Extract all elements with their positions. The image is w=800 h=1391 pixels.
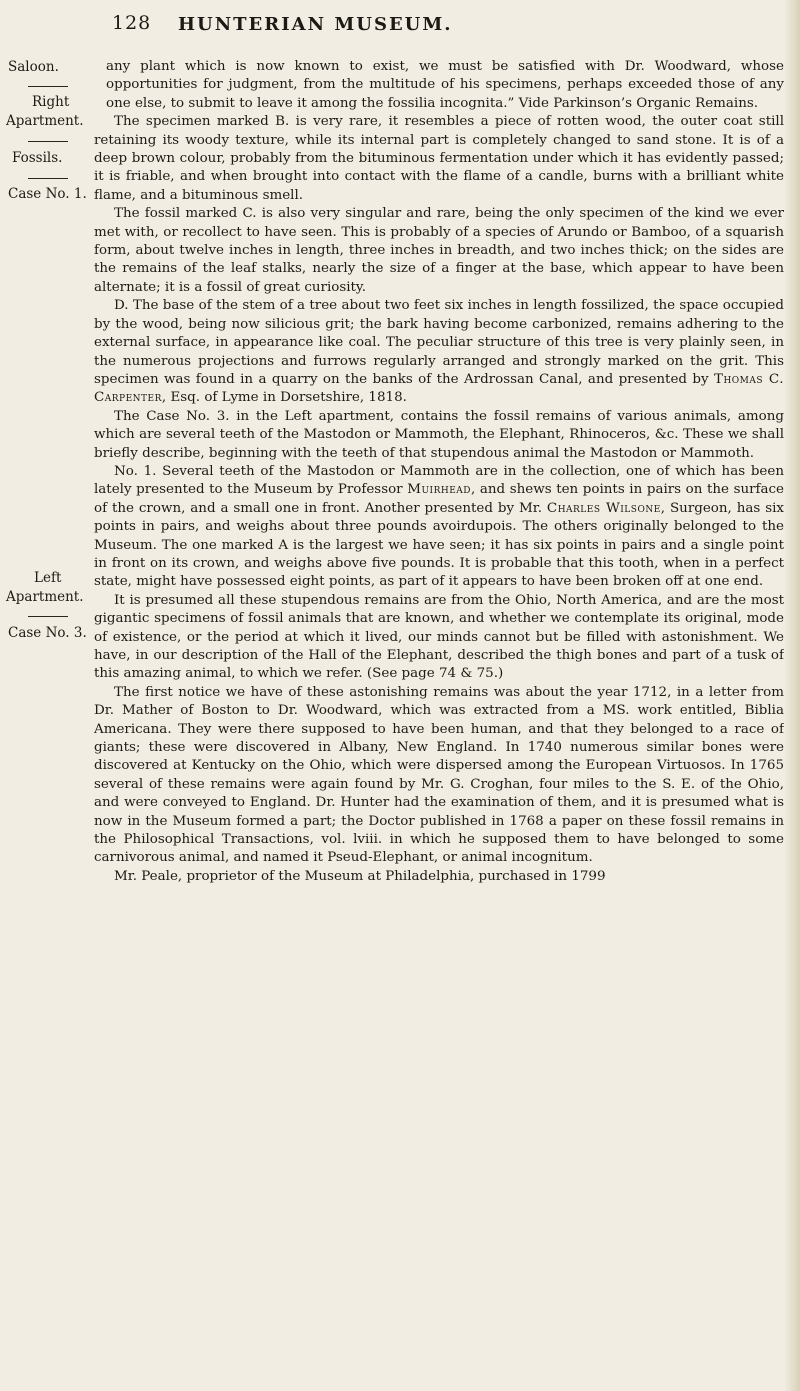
page-header: [0, 0, 800, 50]
paragraph-text: D. The base of the stem of a tree about two feet six inches in length fossilized, the space occupied by the wood, being now silicious grit; the bark having become carbonized, remains adhering to the external surface, in appearance like coal. The peculiar structure of this tree is very plainly seen, in the numerous projections and furrows regularly arranged and strongly marked on the grit. This specimen was found in a quarry on the banks of the Ardrossan Canal, and presented by: [94, 298, 784, 387]
paragraph: The first notice we have of these astonishing remains was about the year 1712, in a letter from Dr. Mather of Boston to Dr. Woodward, which was extracted from a MS. work entitled, Biblia Americana. They were there supposed to have been human, and that they belonged to a race of giants; these were discovered in Albany, New England. In 1740 numerous similar bones were discovered at Kentucky on the Ohio, which were dispersed among the European Virtuosos. In 1765 several of these remains were again found by Mr. G. Croghan, four miles to the S. E. of the Ohio, and were conveyed to England. Dr. Hunter had the examination of them, and it is presumed what is now in the Museum formed a part; the Doctor published in 1768 a paper on these fossil remains in the Philosophical Transactions, vol. lviii. in which he supposed them to have belonged to some carnivorous animal, and named it Pseud-Elephant, or animal incognitum.: [94, 684, 784, 866]
paragraph: The specimen marked B. is very rare, it resembles a piece of rotten wood, the outer coat still retaining its woody texture, while its internal part is completely changed to sand stone. It is of a deep brown colour, probably from the bituminous fermentation under which it has evidently passed; it is friable, and when brought into contact with the flame of a candle, burns with a brilliant white flame, and a bituminous smell.: [94, 114, 784, 203]
paragraph: It is presumed all these stupendous remains are from the Ohio, North America, and are the most gigantic specimens of fossil animals that are known, and whether we contemplate its original, mode of existence, or the period at which it lived, our minds cannot but be filled with astonishment. We have, in our description of the Hall of the Elephant, described the thigh bones and part of a tusk of this amazing animal, to which we refer. (See page 74 & 75.): [94, 592, 784, 682]
margin-note-saloon: Saloon.: [8, 59, 59, 75]
paragraph: [94, 463, 784, 592]
donor-name: Thomas C. Carpenter: [94, 371, 785, 406]
paragraph-text: , Surgeon, has six points in pairs, and weighs about three pounds avoirdupois. The others originally belonged to the Museum. The one marked A is the largest we have seen; it has six points in pairs and a single point in front on its crown, and weighs above five pounds. It is probable that this tooth, when in a perfect state, might have possessed eight points, as part of it appears to have been broken off at one end.: [94, 500, 784, 590]
paragraph: The Case No. 3. in the Left apartment, contains the fossil remains of various animals, among which are several teeth of the Mastodon or Mammoth, the Elephant, Rhinoceros, &c. These we shall briefly describe, beginning with the teeth of that stupendous animal the Mastodon or Mammoth.: [94, 408, 784, 461]
margin-note-apartment-2: Apartment.: [6, 589, 84, 605]
margin-note-left: Left: [34, 570, 62, 586]
paragraph: The fossil marked C. is also very singular and rare, being the only specimen of the kind we ever met with, or recollect to have seen. This is probably of a species of Arundo or Bamboo, of a squarish form, about twelve inches in length, three inches in breadth, and two inches thick; on the sides are the remains of the leaf stalks, nearly the size of a finger at the base, which appear to have been alternate; it is a fossil of great curiosity.: [94, 206, 784, 295]
page-number: 128: [112, 12, 152, 34]
page-edge-shadow: [784, 0, 800, 1391]
margin-rule: [28, 141, 68, 142]
margin-note-case-3: Case No. 3.: [8, 625, 87, 641]
paragraph: Mr. Peale, proprietor of the Museum at Philadelphia, purchased in 1799: [114, 868, 606, 884]
margin-rule: [28, 616, 68, 617]
donor-name: Charles Wilsone: [546, 500, 661, 516]
paragraph: any plant which is now known to exist, we must be satisfied with Dr. Woodward, whose opportunities for judgment, from the multitude of his specimens, perhaps exceeded those of any one else, to submit to leave it among the fossilia incognita.” Vide Parkinson’s Organic Remains.: [106, 59, 784, 111]
margin-note-apartment: Apartment.: [6, 113, 84, 129]
donor-name: Muirhead: [407, 482, 472, 498]
paragraph-text: , Esq. of Lyme in Dorsetshire, 1818.: [161, 390, 407, 406]
margin-note-case-1: Case No. 1.: [8, 186, 87, 202]
margin-note-right: Right: [32, 94, 70, 110]
running-title: HUNTERIAN MUSEUM.: [178, 14, 453, 35]
margin-rule: [28, 86, 68, 87]
paragraph-text: No. 1. Several teeth of the Mastodon or Mammoth are in the collection, one of which has been lately presented to the Museum by Professor: [94, 463, 784, 498]
paragraph: [94, 297, 784, 407]
paragraph-text: , and shews ten points in pairs on the surface of the crown, and a small one in front. Another presented by Mr.: [94, 482, 784, 516]
margin-rule: [28, 178, 68, 179]
margin-note-fossils: Fossils.: [12, 150, 63, 166]
body-text: [94, 58, 784, 886]
